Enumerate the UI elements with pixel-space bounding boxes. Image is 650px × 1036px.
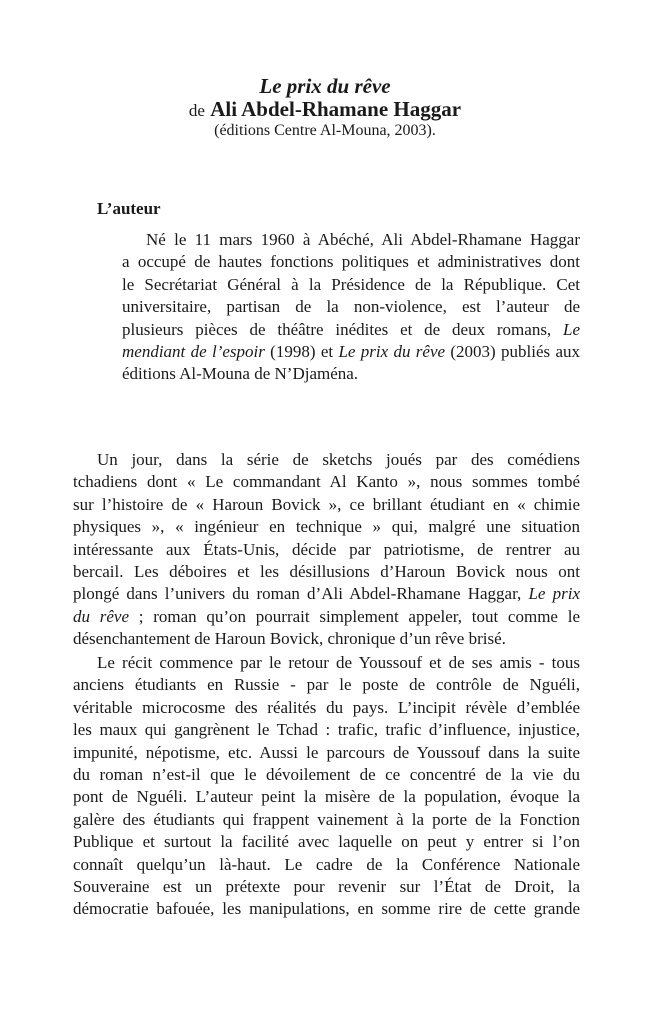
- author-name: Ali Abdel-Rhamane Haggar: [210, 97, 462, 121]
- text-segment: démocratie bafouée, les manipulations, en somme rire de cette grande: [73, 899, 580, 919]
- text-line: [73, 742, 580, 764]
- text-line: [73, 628, 580, 650]
- author-bio: [122, 229, 580, 386]
- text-line: [73, 449, 580, 471]
- text-segment: (1998) et: [264, 341, 339, 361]
- text-segment: Né le 11 mars 1960 à Abéché, Ali Abdel-Rhamane Haggar: [146, 230, 580, 249]
- text-segment: Souveraine est un prétexte pour revenir sur l’État de Droit, la: [73, 876, 580, 896]
- text-line: [73, 674, 580, 696]
- text-line: [122, 341, 580, 363]
- text-segment: connaît quelqu’un là-haut. Le cadre de la Conférence Nationale: [73, 854, 580, 874]
- text-segment: éditions Al-Mouna de N’Djaména.: [122, 364, 359, 384]
- text-line: [73, 876, 580, 898]
- text-segment: plongé dans l’univers du roman d’Ali Abdel-Rhamane Haggar,: [73, 584, 529, 604]
- text-line: [73, 583, 580, 605]
- text-line: [73, 516, 580, 538]
- text-segment: Un jour, dans la série de sketchs joués par des comédiens: [97, 450, 580, 469]
- text-segment: intéressante aux États-Unis, décide par patriotisme, de rentrer au: [73, 539, 580, 559]
- text-line: [122, 363, 580, 385]
- text-line: [73, 831, 580, 853]
- text-segment: a occupé de hautes fonctions politiques et administratives dont: [122, 252, 580, 272]
- text-line: [73, 652, 580, 674]
- text-segment: physiques », « ingénieur en technique » qui, malgré une situation: [73, 517, 580, 537]
- text-line: [73, 786, 580, 808]
- text-segment: ; roman qu’on pourrait simplement appeler, tout comme le: [129, 606, 580, 626]
- text-segment: impunité, népotisme, etc. Aussi le parcours de Youssouf dans la suite: [73, 742, 580, 762]
- text-segment: anciens étudiants en Russie - par le poste de contrôle de Nguéli,: [73, 675, 580, 695]
- italic-title-text: Le: [563, 319, 580, 339]
- text-line: [73, 539, 580, 561]
- text-line: [73, 561, 580, 583]
- text-line: [73, 719, 580, 741]
- text-segment: désenchantement de Haroun Bovick, chronique d’un rêve brisé.: [73, 629, 506, 649]
- text-line: [122, 274, 580, 296]
- text-segment: Publique et surtout la facilité avec laquelle on peut y entrer si l’on: [73, 832, 580, 852]
- text-segment: universitaire, partisan de la non-violence, est l’auteur de: [122, 297, 580, 317]
- text-segment: pont de Nguéli. L’auteur peint la misère de la population, évoque la: [73, 787, 580, 807]
- italic-title-text: Le prix: [528, 584, 580, 604]
- text-line: [73, 606, 580, 628]
- text-line: [73, 809, 580, 831]
- italic-title-text: mendiant de l’espoir: [122, 341, 265, 361]
- italic-title-text: du rêve: [73, 606, 129, 626]
- text-segment: (2003) publiés aux: [445, 341, 581, 361]
- text-segment: bercail. Les déboires et les désillusions d’Haroun Bovick nous ont: [73, 561, 580, 581]
- text-line: [122, 251, 580, 273]
- text-segment: les maux qui gangrènent le Tchad : trafic, trafic d’influence, injustice,: [73, 720, 580, 740]
- book-title: Le prix du rêve: [259, 74, 391, 98]
- byline: [0, 97, 650, 122]
- edition-info: (éditions Centre Al-Mouna, 2003).: [214, 122, 436, 139]
- text-line: [73, 764, 580, 786]
- italic-title-text: Le prix du rêve: [338, 341, 446, 361]
- text-segment: du roman n’est-il que le dévoilement de ce concentré de la vie du: [73, 764, 580, 784]
- byline-prefix: de: [188, 101, 205, 120]
- text-line: [122, 296, 580, 318]
- text-line: [73, 898, 580, 920]
- text-line: [122, 319, 580, 341]
- text-segment: véritable microcosme des réalités du pays. L’incipit révèle d’emblée: [73, 697, 580, 717]
- text-segment: Le récit commence par le retour de Youssouf et de ses amis - tous: [97, 653, 580, 672]
- text-line: [122, 229, 580, 251]
- review-paragraph-2: [73, 652, 580, 921]
- text-line: [73, 854, 580, 876]
- section-heading-author: L’auteur: [97, 199, 161, 218]
- text-segment: le Secrétariat Général à la Présidence de la République. Cet: [122, 274, 580, 294]
- text-line: [73, 697, 580, 719]
- text-segment: plusieurs pièces de théâtre inédites et de deux romans,: [122, 319, 563, 339]
- text-segment: sur l’histoire de « Haroun Bovick », ce brillant étudiant en « chimie: [73, 494, 580, 514]
- review-paragraph-1: [73, 449, 580, 651]
- text-line: [73, 471, 580, 493]
- text-segment: galère des étudiants qui frappent vainement à la porte de la Fonction: [73, 809, 580, 829]
- text-line: [73, 494, 580, 516]
- text-segment: tchadiens dont « Le commandant Al Kanto », nous sommes tombé: [73, 472, 580, 492]
